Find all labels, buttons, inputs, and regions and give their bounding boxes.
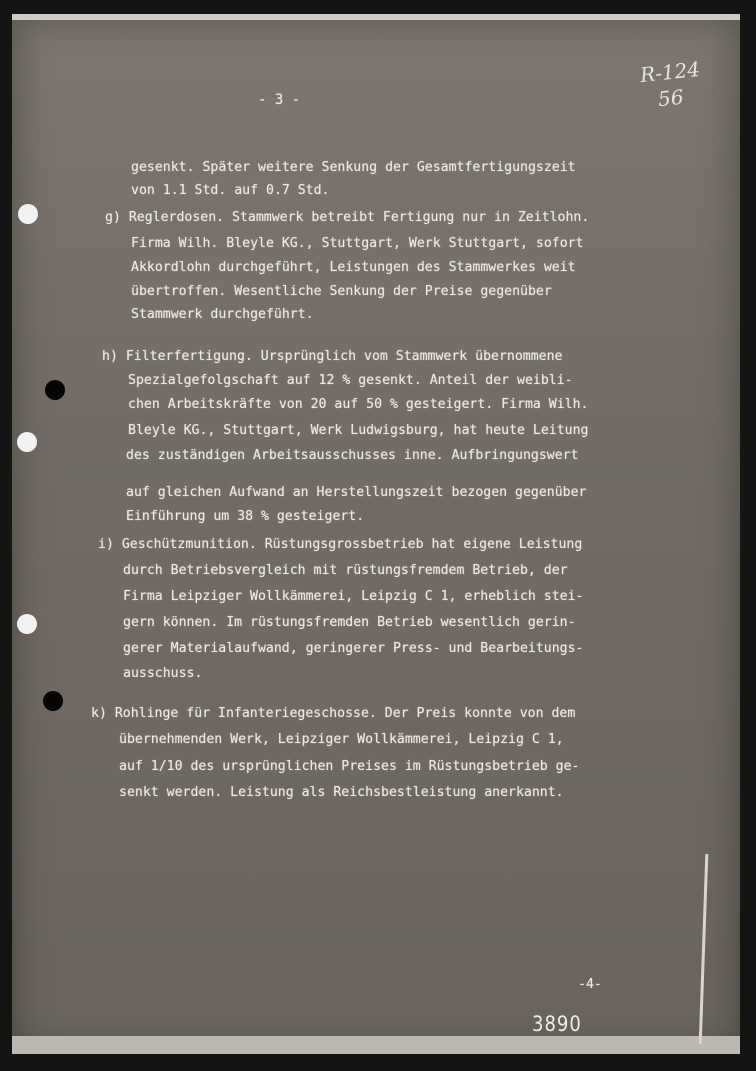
text-line: senkt werden. Leistung als Reichsbestleistung anerkannt. (119, 785, 564, 800)
paper-bottom-edge (12, 1036, 740, 1054)
text-line: Firma Wilh. Bleyle KG., Stuttgart, Werk Stuttgart, sofort (131, 236, 584, 251)
text-line: h) Filterfertigung. Ursprünglich vom Stammwerk übernommene (102, 349, 563, 364)
text-line: i) Geschützmunition. Rüstungsgrossbetrieb hat eigene Leistung (98, 537, 583, 552)
text-line: Firma Leipziger Wollkämmerei, Leipzig C 1, erheblich stei- (123, 589, 584, 604)
punch-hole-white (17, 432, 37, 452)
text-line: gesenkt. Später weitere Senkung der Gesamtfertigungszeit (131, 160, 576, 175)
text-line: auf gleichen Aufwand an Herstellungszeit bezogen gegenüber (126, 485, 587, 500)
text-line: Spezialgefolgschaft auf 12 % gesenkt. Anteil der weibli- (128, 373, 573, 388)
document-sheet (12, 14, 740, 1054)
handwritten-reference-number: 56 (656, 84, 685, 112)
punch-hole-white (18, 204, 38, 224)
punch-hole-black (45, 380, 65, 400)
next-page-marker: -4- (578, 977, 602, 992)
text-line: chen Arbeitskräfte von 20 auf 50 % gesteigert. Firma Wilh. (128, 397, 589, 412)
punch-hole-white (17, 614, 37, 634)
text-line: Stammwerk durchgeführt. (131, 307, 314, 322)
page-header: - 3 - (258, 92, 301, 108)
text-line: von 1.1 Std. auf 0.7 Std. (131, 183, 330, 198)
text-line: übernehmenden Werk, Leipziger Wollkämmerei, Leipzig C 1, (119, 732, 564, 747)
archive-stamp-number: 3890 (532, 1011, 582, 1038)
text-line: g) Reglerdosen. Stammwerk betreibt Fertigung nur in Zeitlohn. (105, 210, 590, 225)
paper-top-edge (12, 14, 740, 20)
text-line: übertroffen. Wesentliche Senkung der Preise gegenüber (131, 284, 552, 299)
text-line: Akkordlohn durchgeführt, Leistungen des Stammwerkes weit (131, 260, 576, 275)
margin-pen-stroke (699, 854, 709, 1044)
text-line: gern können. Im rüstungsfremden Betrieb wesentlich gerin- (123, 615, 576, 630)
text-line: gerer Materialaufwand, geringerer Press- und Bearbeitungs- (123, 641, 584, 656)
punch-hole-black (43, 691, 63, 711)
text-line: auf 1/10 des ursprünglichen Preises im Rüstungsbetrieb ge- (119, 759, 580, 774)
text-line: k) Rohlinge für Infanteriegeschosse. Der Preis konnte von dem (91, 706, 576, 721)
text-line: des zuständigen Arbeitsausschusses inne. Aufbringungswert (126, 448, 579, 463)
text-line: Bleyle KG., Stuttgart, Werk Ludwigsburg, hat heute Leitung (128, 423, 589, 438)
text-line: durch Betriebsvergleich mit rüstungsfremdem Betrieb, der (123, 563, 568, 578)
text-line: ausschuss. (123, 666, 203, 681)
handwritten-reference: R-124 (638, 56, 702, 88)
text-line: Einführung um 38 % gesteigert. (126, 509, 365, 524)
